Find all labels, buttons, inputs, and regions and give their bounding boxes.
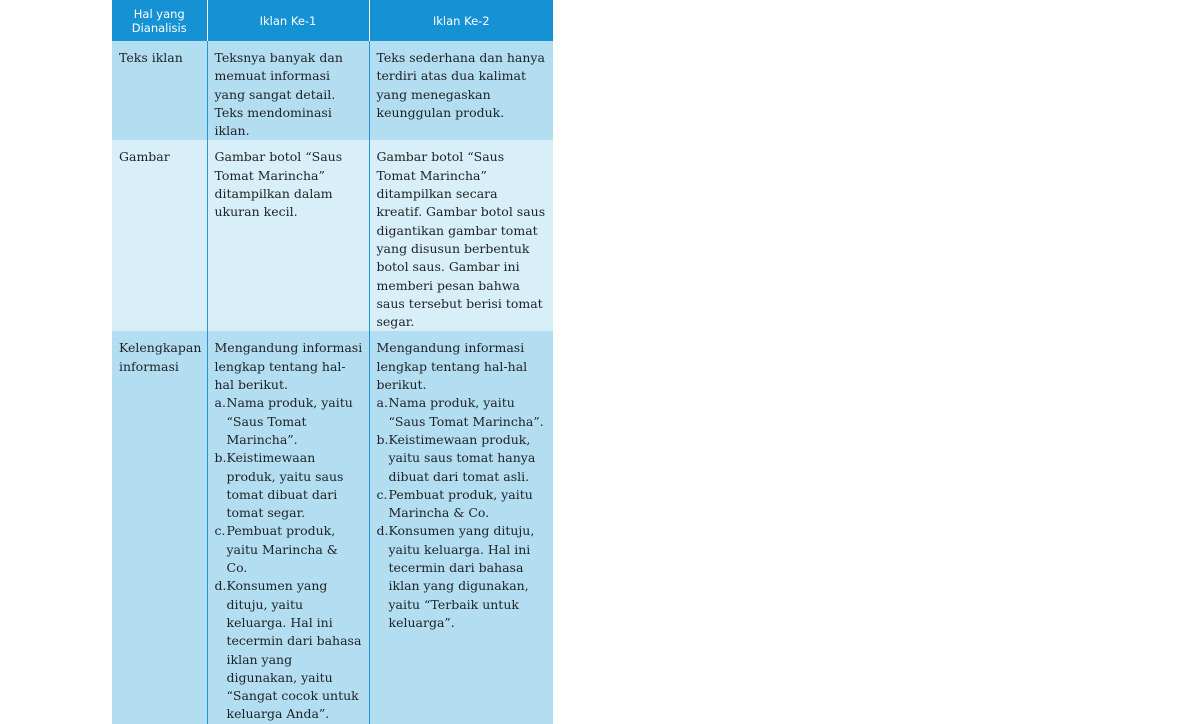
- list-text: Nama produk, yaitu “Saus Tomat Marincha”.: [226, 395, 353, 447]
- cell-iklan-1: Teksnya banyak dan memuat informasi yang sangat detail. Teks mendominasi iklan.: [207, 41, 369, 140]
- header-iklan-ke-2: Iklan Ke-2: [369, 0, 553, 41]
- list-text: Konsumen yang dituju, yaitu keluarga. Hal ini tecermin dari bahasa iklan yang digunakan, yaitu “Sangat cocok untuk keluarga Anda”.: [226, 578, 362, 722]
- cell-iklan-1: [207, 331, 369, 723]
- list-item: [215, 394, 363, 449]
- info-list: [215, 394, 363, 723]
- row-label: Kelengkapan informasi: [112, 331, 207, 723]
- cell-intro: Mengandung informasi lengkap tentang hal-hal berikut.: [214, 340, 363, 393]
- list-item: [215, 577, 363, 723]
- list-text: Pembuat produk, yaitu Marincha & Co.: [388, 486, 533, 521]
- list-text: Keistimewaan produk, yaitu saus tomat dibuat dari tomat segar.: [226, 450, 344, 521]
- cell-iklan-2: [369, 331, 553, 723]
- list-text: Konsumen yang dituju, yaitu keluarga. Hal ini tecermin dari bahasa iklan yang digunakan, yaitu “Terbaik untuk keluarga”.: [388, 523, 535, 630]
- list-item: [215, 522, 363, 577]
- list-item: [215, 449, 363, 522]
- list-item: [377, 431, 548, 486]
- cell-iklan-2: Teks sederhana dan hanya terdiri atas dua kalimat yang menegaskan keunggulan produk.: [369, 41, 553, 140]
- list-item: [377, 522, 548, 632]
- list-marker: b.: [214, 450, 227, 466]
- cell-iklan-2: Gambar botol “Saus Tomat Marincha” ditampilkan secara kreatif. Gambar botol saus digantikan gambar tomat yang disusun berbentuk botol saus. Gambar ini memberi pesan bahwa saus tersebut berisi tomat segar.: [369, 140, 553, 331]
- analysis-table: [112, 0, 553, 724]
- cell-iklan-1: Gambar botol “Saus Tomat Marincha” ditampilkan dalam ukuran kecil.: [207, 140, 369, 331]
- list-marker: b.: [376, 431, 389, 447]
- row-label: Teks iklan: [112, 41, 207, 140]
- list-marker: d.: [214, 578, 227, 594]
- table-header-row: [112, 0, 553, 41]
- table-row-gambar: [112, 140, 553, 331]
- list-marker: a.: [376, 395, 388, 411]
- list-marker: a.: [214, 395, 226, 411]
- cell-intro: Mengandung informasi lengkap tentang hal-hal berikut.: [376, 340, 528, 393]
- list-item: [377, 394, 548, 431]
- list-text: Keistimewaan produk, yaitu saus tomat hanya dibuat dari tomat asli.: [388, 431, 536, 484]
- list-text: Nama produk, yaitu “Saus Tomat Marincha”.: [388, 395, 544, 429]
- list-marker: c.: [376, 486, 388, 502]
- table-row-teks-iklan: [112, 41, 553, 140]
- list-item: [377, 486, 548, 523]
- header-hal-yang-dianalisis: Hal yang Dianalisis: [112, 0, 207, 41]
- header-iklan-ke-1: Iklan Ke-1: [207, 0, 369, 41]
- list-marker: c.: [214, 523, 226, 539]
- list-text: Pembuat produk, yaitu Marincha & Co.: [226, 523, 338, 576]
- row-label: Gambar: [112, 140, 207, 331]
- info-list: [377, 394, 548, 632]
- table-row-kelengkapan-informasi: [112, 331, 553, 723]
- list-marker: d.: [376, 523, 389, 539]
